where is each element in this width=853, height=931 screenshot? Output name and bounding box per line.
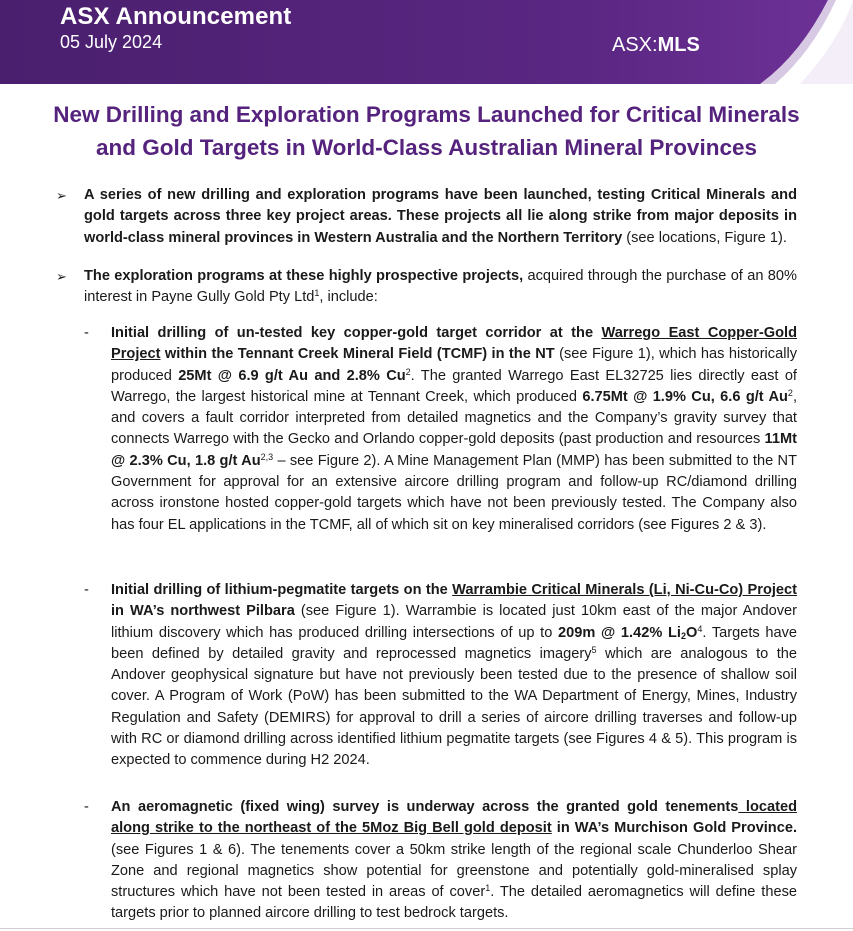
sub-bold: Initial drilling of lithium-pegmatite targets on the [111,582,453,598]
sub-bold: 25Mt @ 6.9 g/t Au and 2.8% Cu [178,367,406,384]
bullet-bold-text: The exploration programs at these highly prospective projects, [84,268,524,284]
footnote-ref: 2 [787,387,793,398]
ticker-symbol: MLS [657,34,700,56]
bullet-bold-text: A series of new drilling and exploration programs have been launched, testing Critical Minerals and gold targets across three key project areas. These projects all lie along strike from major deposits in world-class mineral provinces in Western Australia and the Northern Territory [84,187,797,246]
arrow-bullet-icon: ➢ [56,269,67,284]
sub-text: , and covers a fault corridor interpreted from detailed magnetics and the Company’s gravity survey that connects Warrego with the Gecko and Orlando copper-gold deposits (past production and resources [111,388,797,448]
dash-bullet: - [84,582,89,598]
announcement-type: ASX Announcement [60,3,292,30]
sub-text: (see Figures 1 & 6). The tenements cover a 50km strike length of the regional scale Chunderloo Shear Zone and regional magnetics show potential for greenstone and potentially gold-mineralised splay structures which have not been tested in areas of cover [111,841,797,901]
sub-bold: 6.75Mt @ 1.9% Cu, 6.6 g/t Au [582,388,788,405]
arrow-bullet-icon: ➢ [56,188,67,203]
ticker-prefix: ASX: [612,34,658,56]
sub-bold: An aeromagnetic (fixed wing) survey is underway across the granted gold tenements [111,799,739,815]
ticker-code [612,34,700,57]
project-link[interactable]: Warrego East Copper-Gold Project [111,325,797,363]
sub-text: (see Figure 1), which has historically produced [111,346,797,384]
sub-bold: 11Mt @ 2.3% Cu, 1.8 g/t Au [111,431,797,469]
dash-bullet: - [84,325,89,341]
sub-text: which are analogous to the Andover geophysical signature but have not previously been tested due to the presence of shallow soil cover. A Program of Work (PoW) has been submitted to the WA Department of Energy, Mines, Industry Regulation and Safety (DEMIRS) for approval to drill a series of aircore drilling traverses and follow-up with RC or diamond drilling across identified lithium pegmatite targets (see Figures 4 & 5). This program is expected to commence during H2 2024. [111,645,798,769]
sub-item-warrego [84,323,797,536]
project-link[interactable]: located along strike to the northeast of the 5Moz Big Bell gold deposit [111,799,797,837]
footnote-ref: 4 [697,623,703,634]
announcement-header [0,0,853,84]
title-line-1: New Drilling and Exploration Programs Launched for Critical Minerals [53,102,800,127]
bullet-text: acquired through the purchase of an 80% interest in Payne Gully Gold Pty Ltd [84,268,797,306]
announcement-date: 05 July 2024 [60,32,163,52]
bullet-item [56,185,797,249]
footnote-ref: 2,3 [260,451,274,462]
page-title [20,98,833,164]
bullet-text-tail: , include: [319,289,378,306]
subscript: 2 [680,630,686,641]
bullet-text: (see locations, Figure 1). [622,229,787,246]
title-line-2: and Gold Targets in World-Class Australian Mineral Provinces [96,135,757,160]
sub-text: . The granted Warrego East EL32725 lies directly east of Warrego, the largest historical mine at Tennant Creek, which produced [111,367,797,405]
sub-bold: 209m @ 1.42% Li [558,624,681,641]
footnote-ref: 1 [485,883,491,894]
sub-bold: in WA’s Murchison Gold Province. [551,820,797,837]
sub-bold: within the Tennant Creek Mineral Field (TCMF) in the NT [160,346,555,363]
sub-item-warrambie [84,580,798,772]
sub-bold: Initial drilling of un-tested key copper-gold target corridor at the [111,325,602,341]
footnote-ref: 2 [405,366,411,377]
sub-text: – see Figure 2). A Mine Management Plan (MMP) has been submitted to the NT Government for approval for an extensive aircore drilling program and follow-up RC/diamond drilling across ironstone hosted copper-gold targets which have not been previously tested. The Company also has four EL applications in the TCMF, all of which sit on key mineralised corridors (see Figures 2 & 3). [111,452,797,533]
sub-item-big-bell [84,797,797,925]
sub-text: . Targets have been defined by detailed gravity and reprocessed magnetics imagery [111,624,797,662]
sub-bold: O [685,624,698,641]
footnote-ref: 1 [314,288,320,299]
sub-text: . The detailed aeromagnetics will define these targets prior to planned aircore drilling to test bedrock targets. [111,884,797,922]
project-link[interactable]: Warrambie Critical Minerals (Li, Ni-Cu-Co) Project [452,582,798,598]
sub-text: (see Figure 1). Warrambie is located just 10km east of the major Andover lithium discovery which has produced drilling intersections of up to [111,603,797,641]
page-divider [0,928,853,929]
bullet-item [56,266,797,309]
footnote-ref: 5 [591,644,597,655]
sub-bold: in WA’s northwest Pilbara [111,603,295,620]
dash-bullet: - [84,799,89,815]
